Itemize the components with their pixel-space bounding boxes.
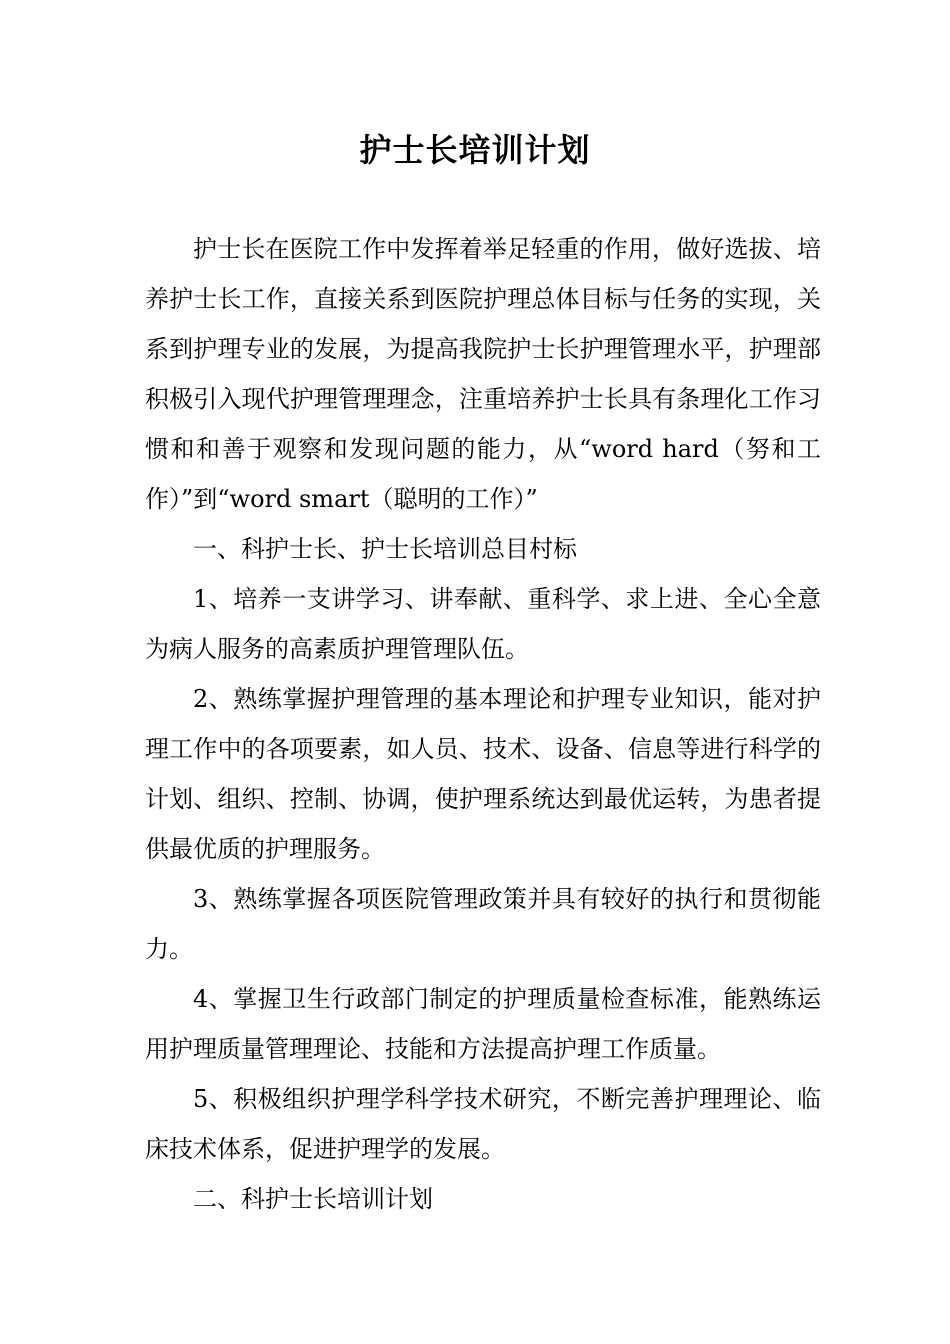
section-heading-2: 二、科护士长培训计划: [193, 1185, 433, 1213]
document-body: [145, 224, 821, 1224]
list-item-4: 4、掌握卫生行政部门制定的护理质量检查标准，能熟练运用护理质量管理理论、技能和方法提高护理工作质量。: [145, 985, 821, 1063]
intro-paragraph: 护士长在医院工作中发挥着举足轻重的作用，做好选拔、培养护士长工作，直接关系到医院护理总体目标与任务的实现，关系到护理专业的发展，为提高我院护士长护理管理水平，护理部积极引入现代护理管理理念，注重培养护士长具有条理化工作习惯和和善于观察和发现问题的能力，从“word hard（努和工作）”到“word smart（聪明的工作）”: [145, 235, 821, 513]
list-item-3: 3、熟练掌握各项医院管理政策并具有较好的执行和贯彻能力。: [145, 885, 821, 963]
section-heading-1: 一、科护士长、护士长培训总目村标: [193, 535, 577, 563]
list-item-2: 2、熟练掌握护理管理的基本理论和护理专业知识，能对护理工作中的各项要素，如人员、技术、设备、信息等进行科学的计划、组织、控制、协调，使护理系统达到最优运转，为患者提供最优质的护理服务。: [145, 685, 821, 863]
list-item-5: 5、积极组织护理学科学技术研究，不断完善护理理论、临床技术体系，促进护理学的发展。: [145, 1085, 821, 1163]
document-title: 护士长培训计划: [359, 131, 591, 169]
list-item-1: 1、培养一支讲学习、讲奉献、重科学、求上进、全心全意为病人服务的高素质护理管理队伍。: [145, 585, 821, 663]
